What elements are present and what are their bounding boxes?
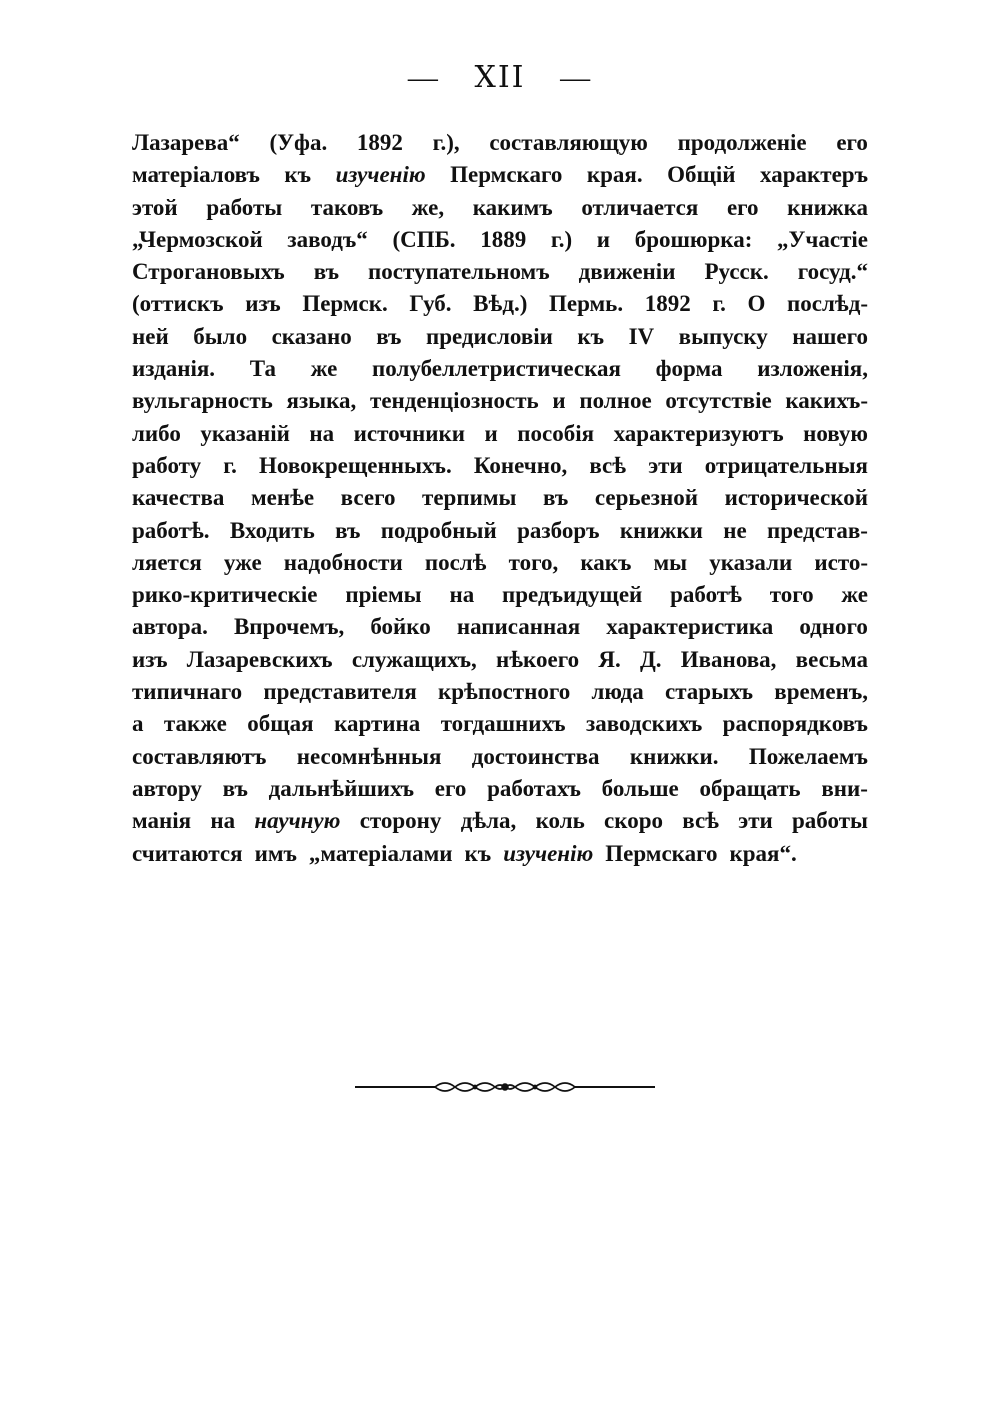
word: на <box>449 582 475 608</box>
word: въ <box>335 517 361 543</box>
word: въ <box>543 485 569 511</box>
word: характеръ <box>760 162 868 188</box>
word: въ <box>222 775 248 801</box>
word: источники <box>353 420 466 446</box>
word: характеристика <box>606 614 774 640</box>
text-line <box>132 838 868 870</box>
word: также <box>163 711 227 737</box>
word: научную <box>254 808 341 834</box>
text-line <box>132 288 868 320</box>
ornament-divider <box>355 1075 655 1099</box>
word: типичнаго <box>132 679 243 705</box>
word: люда <box>591 679 644 705</box>
word: Пожелаемъ <box>748 743 868 769</box>
word: больше <box>601 775 679 801</box>
word: несомнѣнныя <box>296 743 442 769</box>
word: скоро <box>604 808 663 834</box>
page-header <box>0 60 1000 95</box>
word: распорядковъ <box>722 711 868 737</box>
word: тогдашнихъ <box>440 711 566 737</box>
word: „матеріалами <box>308 840 453 866</box>
text-line <box>132 224 868 256</box>
word: Строгановыхъ <box>132 259 285 285</box>
word: г.) <box>550 226 573 252</box>
word: обращать <box>699 775 801 801</box>
word: Новокрещенныхъ. <box>259 452 452 478</box>
word: этой <box>132 194 178 220</box>
word: матеріаловъ <box>132 162 260 188</box>
text-line <box>132 741 868 773</box>
word: Пермск. <box>302 291 388 317</box>
word: пособія <box>517 420 595 446</box>
text-line <box>132 450 868 482</box>
word: вульгарность <box>132 388 273 414</box>
word: того, <box>508 549 559 575</box>
word: Та <box>249 356 277 382</box>
text-line <box>132 805 868 837</box>
word: крѣпостного <box>438 679 571 705</box>
word: не <box>723 517 747 543</box>
word: на <box>210 808 236 834</box>
word: книжка <box>787 194 868 220</box>
word: работы <box>206 194 283 220</box>
text-line <box>132 482 868 514</box>
word: сторону <box>359 808 442 834</box>
text-line <box>132 708 868 740</box>
text-line <box>132 579 868 611</box>
word: Лазарева“ <box>132 130 240 155</box>
word: тенденціозность <box>370 388 539 414</box>
word: къ <box>284 162 312 188</box>
word: дальнѣйшихъ <box>268 775 415 801</box>
word: книжки. <box>629 743 719 769</box>
word: Пермскаго <box>450 162 563 188</box>
word: достоинства <box>471 743 600 769</box>
text-line <box>132 773 868 805</box>
word: его <box>836 130 868 155</box>
word: автору <box>132 775 202 801</box>
word: и <box>596 226 611 252</box>
text-line <box>132 418 868 450</box>
word: Общій <box>667 162 736 188</box>
word: старыхъ <box>664 679 754 705</box>
word: послѣд- <box>787 291 868 317</box>
word: къ <box>464 840 492 866</box>
word: въ <box>376 323 402 349</box>
word: какихъ- <box>785 388 868 414</box>
word: разборъ <box>517 517 600 543</box>
word: исторической <box>724 485 868 511</box>
word: отличается <box>581 194 699 220</box>
word: изученію <box>503 840 594 866</box>
word: Пермь. <box>548 291 624 317</box>
word: работы <box>792 808 868 834</box>
word: надобности <box>283 549 403 575</box>
word: „Чермозской <box>132 226 263 252</box>
word: Иванова, <box>680 646 777 672</box>
word: къ <box>577 323 605 349</box>
word: терпимы <box>422 485 517 511</box>
word: одного <box>799 614 868 640</box>
word: мы <box>653 549 688 575</box>
word: изъ <box>245 291 281 317</box>
word: подробный <box>380 517 497 543</box>
text-line <box>132 256 868 288</box>
word: рико-критическіе <box>132 582 318 608</box>
word: нѣкоего <box>496 646 580 672</box>
word: всего <box>340 485 396 511</box>
word: Д. <box>639 646 662 672</box>
word: Губ. <box>409 291 452 317</box>
word: коль <box>535 808 585 834</box>
word: таковъ <box>310 194 384 220</box>
word: изъ <box>132 646 168 672</box>
word: его <box>726 194 759 220</box>
word: поступательномъ <box>368 259 550 285</box>
word: О <box>747 291 766 317</box>
word: серьезной <box>594 485 698 511</box>
word: языка, <box>286 388 357 414</box>
word: ляется <box>132 549 202 575</box>
word: уже <box>223 549 262 575</box>
word: его <box>434 775 467 801</box>
word: исто- <box>814 549 868 575</box>
word: либо <box>132 420 181 446</box>
word: (оттискъ <box>132 291 224 317</box>
word: качества <box>132 485 225 511</box>
word: отсутствіе <box>665 388 772 414</box>
word: Входить <box>229 517 315 543</box>
word: было <box>193 323 248 349</box>
word: картина <box>334 711 421 737</box>
word: 1892 <box>644 291 691 317</box>
word: общая <box>247 711 314 737</box>
word: эти <box>738 808 773 834</box>
text-line <box>132 353 868 385</box>
word: на <box>309 420 335 446</box>
word: имъ <box>254 840 297 866</box>
word: же <box>310 356 338 382</box>
word: какъ <box>580 549 632 575</box>
word: нашего <box>792 323 868 349</box>
word: составляютъ <box>132 743 267 769</box>
word: „Участіе <box>777 226 868 252</box>
text-line <box>132 192 868 224</box>
text-line <box>132 515 868 547</box>
word: Впрочемъ, <box>233 614 345 640</box>
word: края“. <box>729 840 797 866</box>
word: г. <box>712 291 726 317</box>
text-line <box>132 676 868 708</box>
word: и <box>552 388 566 414</box>
word: отрицательныя <box>704 452 868 478</box>
word: Вѣд.) <box>473 291 528 317</box>
word: временъ, <box>774 679 868 705</box>
word: сказано <box>271 323 352 349</box>
word: IV <box>628 323 655 349</box>
word: манія <box>132 808 192 834</box>
word: заводъ“ <box>287 226 368 252</box>
word: полное <box>579 388 652 414</box>
word: предъидущей <box>502 582 643 608</box>
word: служащихъ, <box>351 646 477 672</box>
text-line <box>132 547 868 579</box>
word: представителя <box>263 679 417 705</box>
word: полубеллетристическая <box>372 356 621 382</box>
word: Пермскаго <box>605 840 718 866</box>
word: (СПБ. <box>392 226 456 252</box>
word: движеніи <box>578 259 676 285</box>
word: (Уфа. <box>269 130 328 155</box>
word: считаются <box>132 840 243 866</box>
text-line <box>132 159 868 191</box>
word: работу <box>132 452 202 478</box>
word: составляющую <box>489 130 648 155</box>
word: работахъ <box>487 775 581 801</box>
word: новую <box>803 420 868 446</box>
word: края. <box>586 162 643 188</box>
word: автора. <box>132 614 208 640</box>
word: продолженіе <box>677 130 807 155</box>
text-line <box>132 321 868 353</box>
word: изученію <box>335 162 426 188</box>
word: менѣе <box>250 485 315 511</box>
word: указаній <box>200 420 290 446</box>
word: Конечно, <box>473 452 568 478</box>
word: вни- <box>821 775 868 801</box>
word: изданія. <box>132 356 216 382</box>
word: 1892 <box>356 130 403 155</box>
header-dash-left: — <box>407 61 440 94</box>
word: работѣ. <box>132 517 210 543</box>
word: форма <box>655 356 723 382</box>
word: всѣ <box>682 808 719 834</box>
word: дѣла, <box>460 808 517 834</box>
body-paragraph <box>132 127 868 870</box>
word: книжки <box>619 517 703 543</box>
word: же, <box>411 194 445 220</box>
text-line <box>132 127 868 159</box>
text-line <box>132 644 868 676</box>
word: госуд.“ <box>797 259 868 285</box>
word: того <box>769 582 814 608</box>
word: въ <box>313 259 340 285</box>
word: заводскихъ <box>586 711 703 737</box>
word: представ- <box>767 517 868 543</box>
word: указали <box>709 549 793 575</box>
word: Русск. <box>704 259 769 285</box>
word: же <box>841 582 868 608</box>
word: Лазаревскихъ <box>186 646 333 672</box>
word: весьма <box>795 646 868 672</box>
page-number: XII <box>474 60 526 95</box>
word: 1889 <box>480 226 527 252</box>
word: ней <box>132 323 169 349</box>
word: написанная <box>456 614 581 640</box>
word: брошюрка: <box>634 226 753 252</box>
word: изложенія, <box>757 356 868 382</box>
word: предисловіи <box>425 323 553 349</box>
word: выпуску <box>678 323 768 349</box>
word: работѣ <box>670 582 742 608</box>
ornament-flourish <box>435 1083 575 1091</box>
text-line <box>132 611 868 643</box>
word: Я. <box>598 646 621 672</box>
header-dash-right: — <box>560 61 593 94</box>
word: пріемы <box>345 582 422 608</box>
word: бойко <box>370 614 431 640</box>
word: какимъ <box>472 194 553 220</box>
word: а <box>132 711 144 737</box>
word: эти <box>648 452 683 478</box>
word: г.), <box>432 130 460 155</box>
word: г. <box>223 452 237 478</box>
word: послѣ <box>424 549 487 575</box>
word: всѣ <box>589 452 627 478</box>
text-line <box>132 385 868 417</box>
word: характеризуютъ <box>613 420 784 446</box>
word: и <box>484 420 498 446</box>
